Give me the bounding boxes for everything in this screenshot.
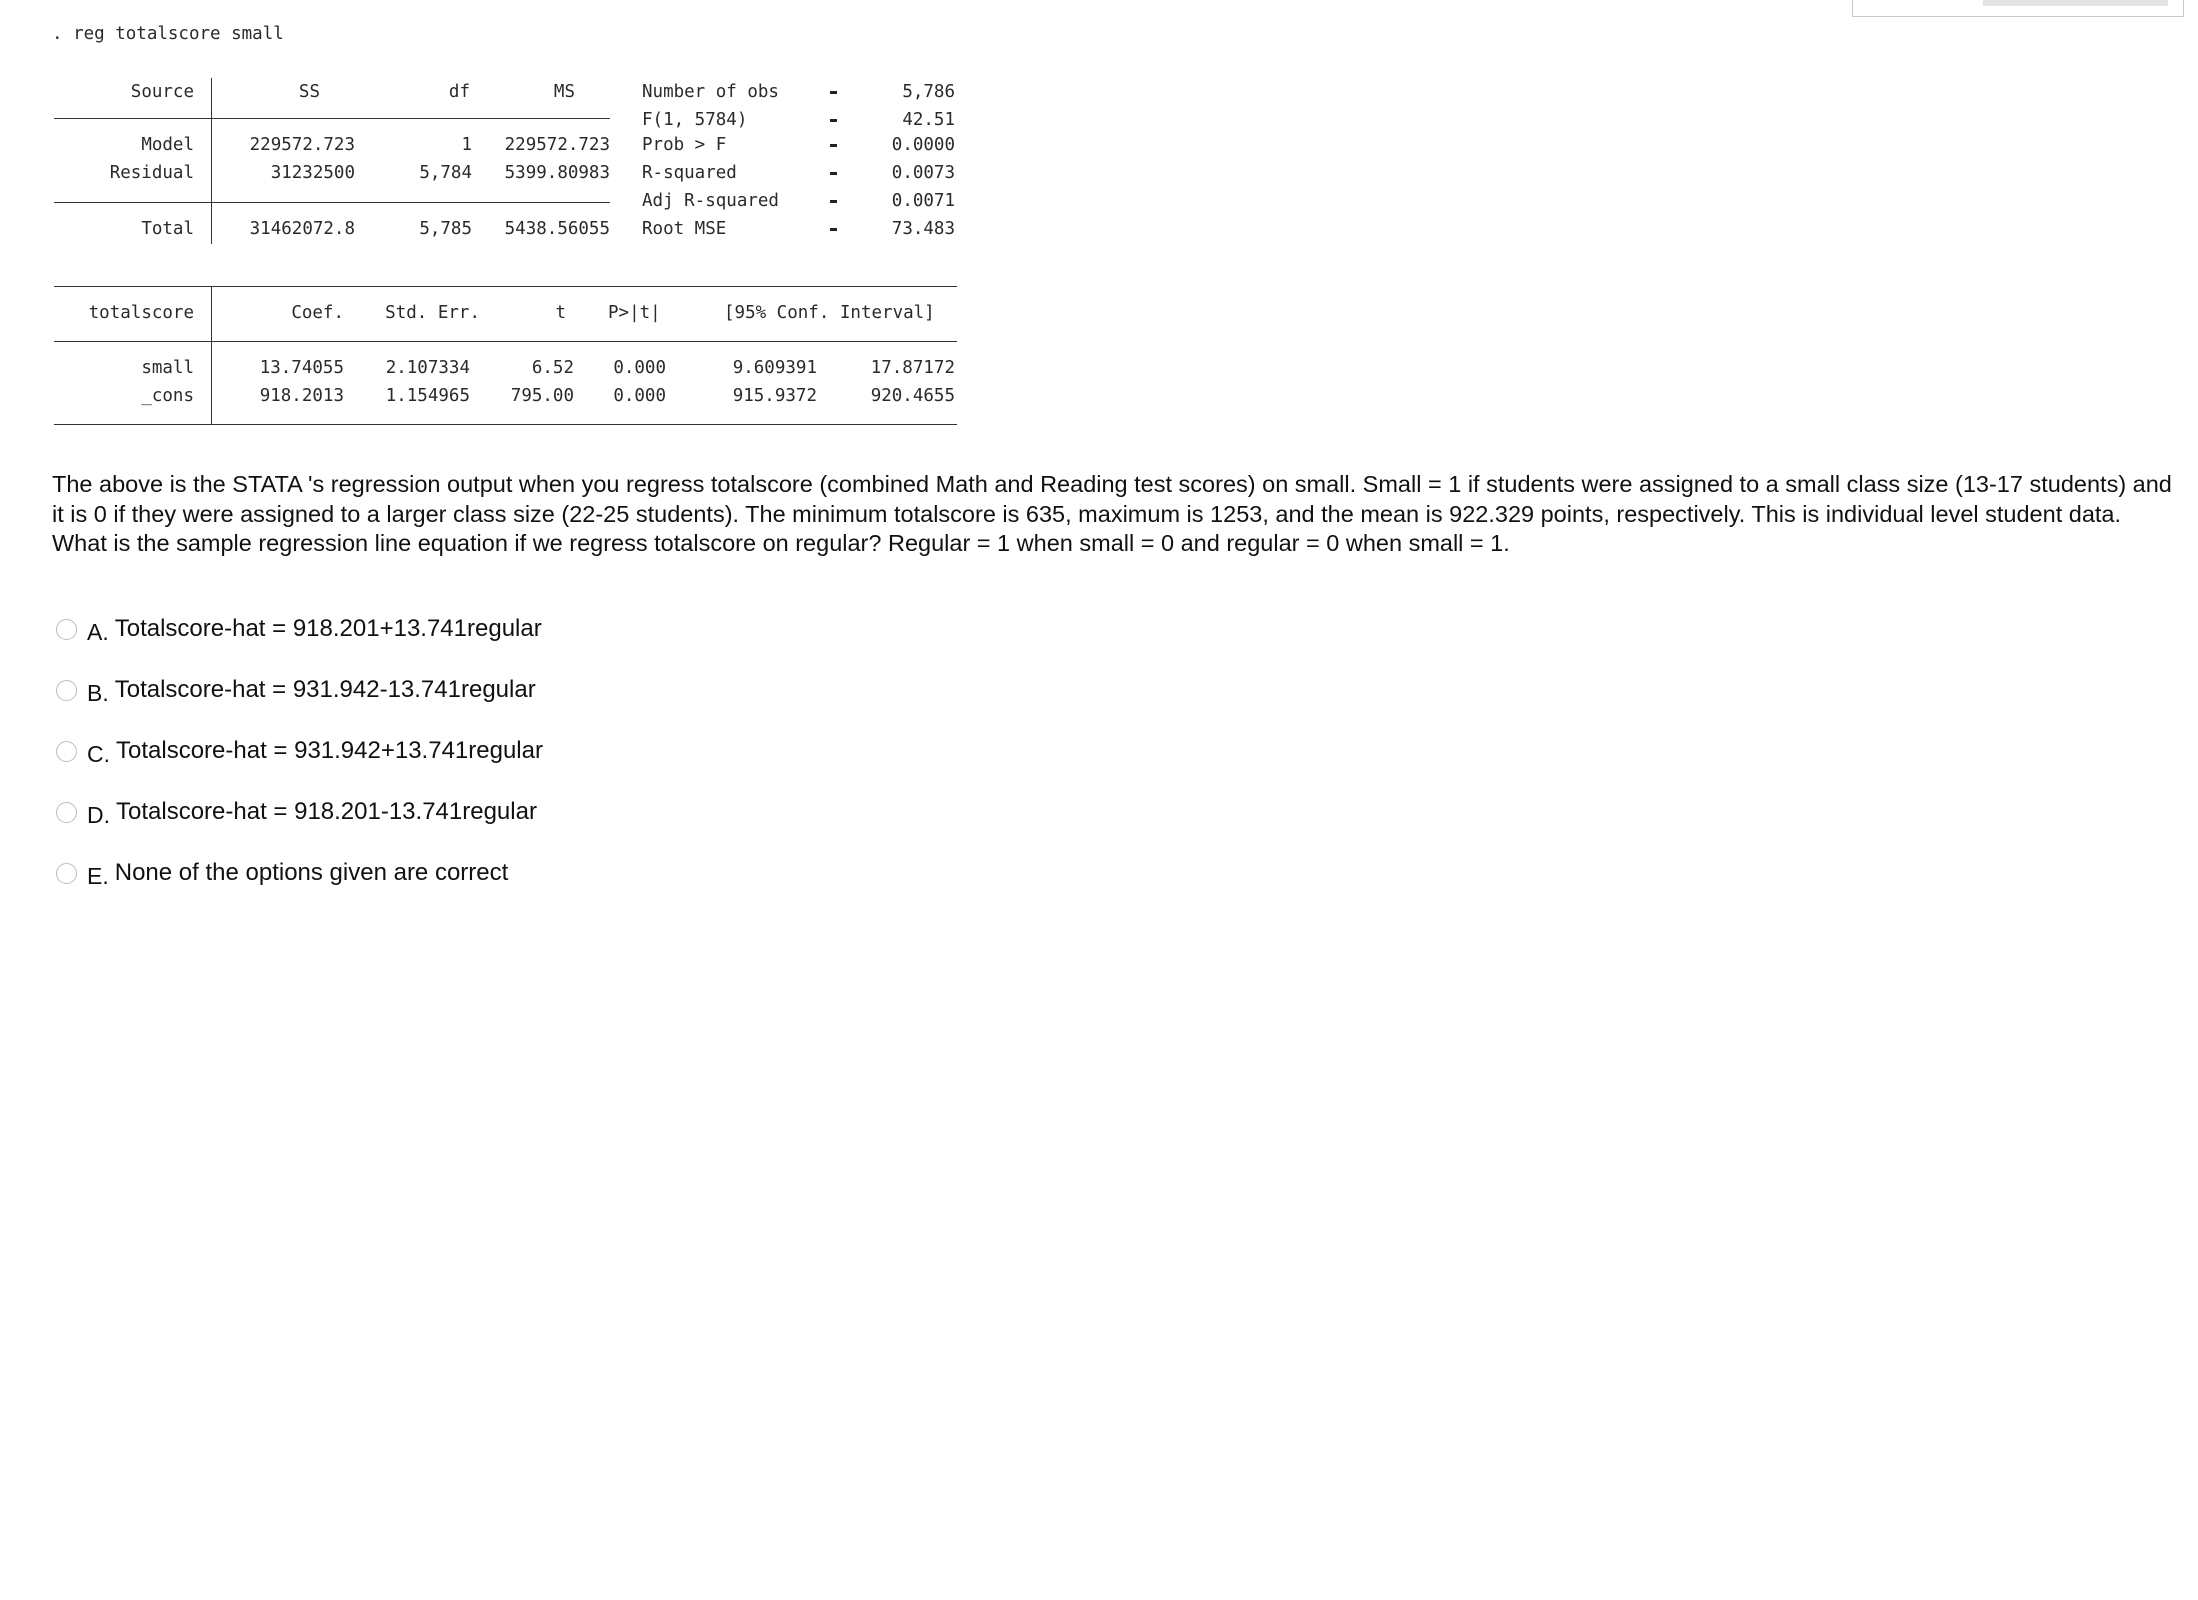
option-text: Totalscore-hat = 918.201-13.741regular: [116, 798, 537, 825]
option-c[interactable]: [56, 735, 543, 767]
coef-lo-cons: 915.9372: [732, 386, 817, 406]
anova-rule-header: [54, 118, 610, 119]
option-d[interactable]: [56, 796, 537, 828]
stat-value-rsq: 0.0073: [891, 163, 955, 183]
stat-value-rmse: 73.483: [891, 219, 955, 239]
coef-header-p: P>|t|: [608, 303, 661, 323]
coef-p-cons: 0.000: [613, 386, 666, 406]
stat-equals-mark: [830, 172, 837, 175]
radio-button-b[interactable]: [56, 680, 77, 701]
stat-label-nobs: Number of obs: [642, 82, 779, 102]
option-b[interactable]: [56, 674, 536, 706]
coef-var-cons: _cons: [141, 386, 194, 406]
option-letter: A.: [87, 618, 109, 645]
coef-hi-cons: 920.4655: [870, 386, 955, 406]
anova-df-residual: 5,784: [419, 163, 472, 183]
option-text: Totalscore-hat = 918.201+13.741regular: [114, 615, 542, 642]
radio-button-e[interactable]: [56, 863, 77, 884]
anova-source-residual: Residual: [109, 163, 194, 183]
coef-t-small: 6.52: [531, 358, 574, 378]
stat-equals-mark: [830, 228, 837, 231]
stat-equals-mark: [830, 91, 837, 94]
anova-ms-residual: 5399.80983: [504, 163, 610, 183]
command-line: . reg totalscore small: [52, 24, 284, 44]
stat-value-probf: 0.0000: [891, 135, 955, 155]
anova-rule-total: [54, 202, 610, 203]
corner-widget-bar: [1983, 0, 2168, 6]
coef-value-small: 13.74055: [259, 358, 344, 378]
question-text: The above is the STATA 's regression output when you regress totalscore (combined Math and Reading test scores) on small. Small = 1 if students were assigned to a small class size (13-17 students) and it is 0 if they were assigned to a larger class size (22-25 students). The minimum totalscore is 635, maximum is 1253, and the mean is 922.329 points, respectively. This is individual level student data. What is the sample regression line equation if we regress totalscore on regular? Regular = 1 when small = 0 and regular = 0 when small = 1.: [52, 471, 2172, 556]
coef-depvar: totalscore: [88, 303, 194, 323]
option-text: Totalscore-hat = 931.942+13.741regular: [116, 737, 543, 764]
coef-value-cons: 918.2013: [259, 386, 344, 406]
option-text: None of the options given are correct: [114, 859, 509, 886]
corner-widget: [1852, 0, 2184, 17]
stat-value-nobs: 5,786: [902, 82, 955, 102]
coef-se-small: 2.107334: [385, 358, 470, 378]
coef-hi-small: 17.87172: [870, 358, 955, 378]
option-letter: E.: [87, 862, 109, 889]
coef-rule-bottom: [54, 424, 957, 425]
anova-header-ms: MS: [553, 82, 575, 102]
coef-lo-small: 9.609391: [732, 358, 817, 378]
radio-button-d[interactable]: [56, 802, 77, 823]
stat-equals-mark: [830, 200, 837, 203]
coef-t-cons: 795.00: [510, 386, 574, 406]
anova-source-model: Model: [141, 135, 194, 155]
anova-header-ss: SS: [298, 82, 320, 102]
coef-vertical-rule: [211, 286, 212, 424]
option-letter: C.: [87, 740, 110, 767]
coef-rule-header: [54, 341, 957, 342]
anova-ms-model: 229572.723: [504, 135, 610, 155]
anova-source-total: Total: [141, 219, 194, 239]
option-letter: D.: [87, 801, 110, 828]
stat-value-f: 42.51: [902, 110, 955, 130]
anova-vertical-rule: [211, 78, 212, 244]
coef-p-small: 0.000: [613, 358, 666, 378]
stat-equals-mark: [830, 119, 837, 122]
coef-rule-top: [54, 286, 957, 287]
option-text: Totalscore-hat = 931.942-13.741regular: [114, 676, 536, 703]
radio-button-c[interactable]: [56, 741, 77, 762]
stat-label-rsq: R-squared: [642, 163, 737, 183]
anova-ss-total: 31462072.8: [249, 219, 355, 239]
anova-df-total: 5,785: [419, 219, 472, 239]
coef-header-se: Std. Err.: [385, 303, 480, 323]
coef-var-small: small: [141, 358, 194, 378]
anova-ms-total: 5438.56055: [504, 219, 610, 239]
coef-header-ci: [95% Conf. Interval]: [724, 303, 935, 323]
stat-equals-mark: [830, 144, 837, 147]
anova-df-model: 1: [461, 135, 472, 155]
option-e[interactable]: [56, 857, 508, 889]
anova-header-source: Source: [130, 82, 194, 102]
anova-ss-residual: 31232500: [270, 163, 355, 183]
radio-button-a[interactable]: [56, 619, 77, 640]
stat-label-f: F(1, 5784): [642, 110, 748, 130]
option-letter: B.: [87, 679, 109, 706]
anova-header-df: df: [448, 82, 470, 102]
anova-ss-model: 229572.723: [249, 135, 355, 155]
stat-value-adjrsq: 0.0071: [891, 191, 955, 211]
stat-label-probf: Prob > F: [642, 135, 727, 155]
coef-header-t: t: [555, 303, 566, 323]
coef-se-cons: 1.154965: [385, 386, 470, 406]
stat-label-rmse: Root MSE: [642, 219, 727, 239]
coef-header-coef: Coef.: [291, 303, 344, 323]
stat-label-adjrsq: Adj R-squared: [642, 191, 779, 211]
option-a[interactable]: [56, 613, 542, 645]
